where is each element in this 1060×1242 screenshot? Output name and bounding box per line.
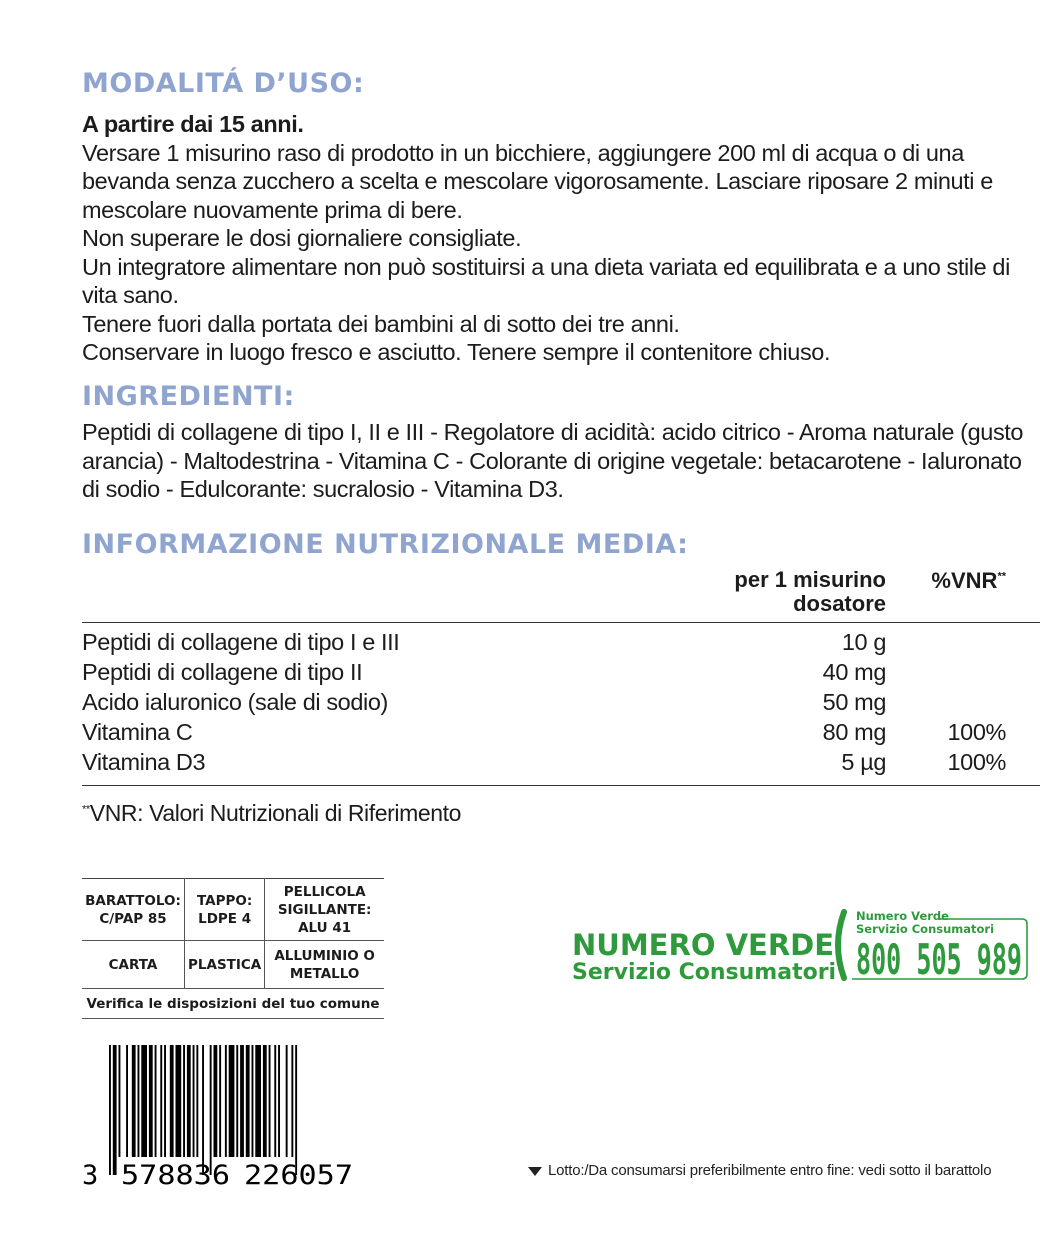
usage-line: Un integratore alimentare non può sostituirsi a una dieta variata ed equilibrata e a uno stile di vita sano. (82, 253, 1010, 308)
nutrient-vnr: 100% (947, 719, 1006, 745)
barcode-bar (170, 1045, 174, 1157)
logo-line2: Servizio Consumatori (856, 922, 995, 936)
usage-heading: MODALITÁ D’USO: (82, 68, 365, 99)
nutrition-table-header (82, 566, 1040, 623)
table-row (82, 747, 1040, 777)
barcode-bar (193, 1045, 195, 1157)
barcode-bar (286, 1045, 288, 1157)
recycling-table (82, 878, 384, 1019)
table-row (82, 657, 1040, 687)
col-dose-header (734, 568, 886, 616)
barcode-bars (109, 1045, 297, 1175)
usage-line: Non superare le dosi giornaliere consigliate. (82, 225, 522, 251)
lotto-note (528, 1162, 991, 1179)
cap-label: TAPPO: (196, 892, 253, 909)
recycling-cell-metal (265, 941, 384, 989)
nutrient-qty: 10 g (841, 629, 886, 655)
barcode (82, 1045, 364, 1190)
barcode-bar (252, 1045, 254, 1157)
recycling-cell-cap (185, 879, 265, 941)
usage-line: Conservare in luogo fresco e asciutto. Tenere sempre il contenitore chiuso. (82, 339, 831, 365)
seal-code: ALU 41 (298, 919, 352, 936)
seal-label-1: PELLICOLA (283, 883, 366, 900)
logo-number: 800 505 989 (856, 935, 1022, 984)
recycling-cell-seal (265, 879, 384, 941)
barcode-bar (274, 1045, 276, 1157)
nutrient-name: Peptidi di collagene di tipo I e III (82, 629, 400, 655)
ingredients-heading: INGREDIENTI: (82, 381, 295, 412)
barcode-digits-left: 578836 (121, 1160, 230, 1190)
barcode-bar (278, 1045, 280, 1157)
barcode-bar (126, 1045, 128, 1157)
col-dose-line1: per 1 misurino (734, 567, 886, 592)
barcode-bar (196, 1045, 198, 1157)
jar-label: BARATTOLO: (85, 892, 181, 909)
barcode-bar (187, 1045, 191, 1157)
jar-code: C/PAP 85 (99, 910, 167, 927)
nutrient-name: Vitamina C (82, 719, 193, 745)
barcode-bar (229, 1045, 235, 1157)
barcode-bar (240, 1045, 244, 1157)
ingredients-paragraph: Peptidi di collagene di tipo I, II e III - Regolatore di acidità: acido citrico - Aroma naturale (gusto arancia) - Maltodestrina - Vitamina C - Colorante di origine vegetale: betacarotene - Ialuronato di sodio - Edulcorante: sucralosio - Vitamina D3. (82, 419, 1024, 502)
barcode-bar (113, 1045, 117, 1175)
barcode-bar (176, 1045, 182, 1157)
barcode-bar (202, 1045, 204, 1175)
barcode-bar (160, 1045, 162, 1157)
nutrient-qty: 40 mg (822, 659, 886, 685)
recycling-note: Verifica le disposizioni del tuo comune (86, 995, 380, 1012)
barcode-bar (225, 1045, 227, 1157)
cap-code: LDPE 4 (198, 910, 252, 927)
plastic-label: PLASTICA (188, 956, 262, 973)
logo-bracket (838, 912, 844, 978)
barcode-bar (138, 1045, 140, 1157)
seal-label-2: SIGILLANTE: (277, 901, 372, 918)
lotto-text: Lotto:/Da consumarsi preferibilmente entro fine: vedi sotto il barattolo (548, 1162, 992, 1179)
col-vnr-header (931, 568, 1006, 594)
barcode-bar (155, 1045, 157, 1157)
barcode-bar (255, 1045, 261, 1157)
barcode-bar (263, 1045, 267, 1157)
nutrient-name: Vitamina D3 (82, 749, 206, 775)
barcode-bar (141, 1045, 147, 1157)
paper-label: CARTA (108, 956, 158, 973)
nutrient-name: Peptidi di collagene di tipo II (82, 659, 363, 685)
nutrient-vnr: 100% (947, 749, 1006, 775)
usage-text (82, 110, 1044, 367)
barcode-bar (164, 1045, 166, 1157)
barcode-bar (291, 1045, 293, 1157)
ingredients-text (82, 418, 1044, 504)
usage-age-line: A partire dai 15 anni. (82, 111, 304, 137)
nutrient-qty: 5 µg (841, 749, 886, 775)
col-vnr-mark: ** (997, 570, 1006, 583)
recycling-cell-paper (82, 941, 185, 989)
recycling-note-cell (82, 989, 384, 1019)
barcode-digit-first: 3 (82, 1160, 99, 1190)
numero-verde-title: NUMERO VERDE (572, 928, 835, 962)
barcode-bar (214, 1045, 218, 1157)
barcode-bar (219, 1045, 221, 1157)
table-row (82, 687, 1040, 717)
barcode-bar (295, 1045, 297, 1175)
triangle-down-icon (528, 1167, 542, 1176)
nutrient-name: Acido ialuronico (sale di sodio) (82, 689, 388, 715)
nutrient-qty: 80 mg (822, 719, 886, 745)
barcode-bar (109, 1045, 111, 1175)
usage-line: Tenere fuori dalla portata dei bambini al di sotto dei tre anni. (82, 310, 680, 337)
barcode-digits-right: 226057 (244, 1160, 353, 1190)
barcode-bar (236, 1045, 238, 1157)
nutrition-table-body (82, 623, 1040, 786)
numero-verde-logo (830, 906, 1030, 984)
barcode-bar (210, 1045, 212, 1175)
footnote-mark: ** (82, 803, 90, 816)
table-row (82, 627, 1040, 657)
nutrient-qty: 50 mg (822, 689, 886, 715)
barcode-bar (119, 1045, 121, 1157)
nutrition-heading: INFORMAZIONE NUTRIZIONALE MEDIA: (82, 529, 689, 560)
barcode-bar (132, 1045, 136, 1157)
recycling-cell-jar (82, 879, 185, 941)
col-vnr-label: %VNR (931, 568, 998, 593)
col-dose-line2: dosatore (793, 591, 886, 616)
metal-label-1: ALLUMINIO O (274, 947, 375, 964)
barcode-bar (246, 1045, 250, 1157)
table-row (82, 717, 1040, 747)
footnote-text: VNR: Valori Nutrizionali di Riferimento (89, 800, 462, 826)
barcode-bar (183, 1045, 185, 1157)
barcode-bar (149, 1045, 153, 1157)
nutrition-table (82, 566, 1040, 786)
vnr-footnote (82, 800, 461, 827)
recycling-cell-plastic (185, 941, 265, 989)
logo-line1: Numero Verde (856, 909, 949, 923)
numero-verde-subtitle: Servizio Consumatori (572, 960, 837, 985)
barcode-bar (269, 1045, 271, 1157)
usage-line: Versare 1 misurino raso di prodotto in un bicchiere, aggiungere 200 ml di acqua o di una bevanda senza zucchero a scelta e mescolare vigorosamente. Lasciare riposare 2 minuti e mescolare nuovamente prima di bere. (82, 139, 993, 223)
metal-label-2: METALLO (289, 965, 360, 982)
